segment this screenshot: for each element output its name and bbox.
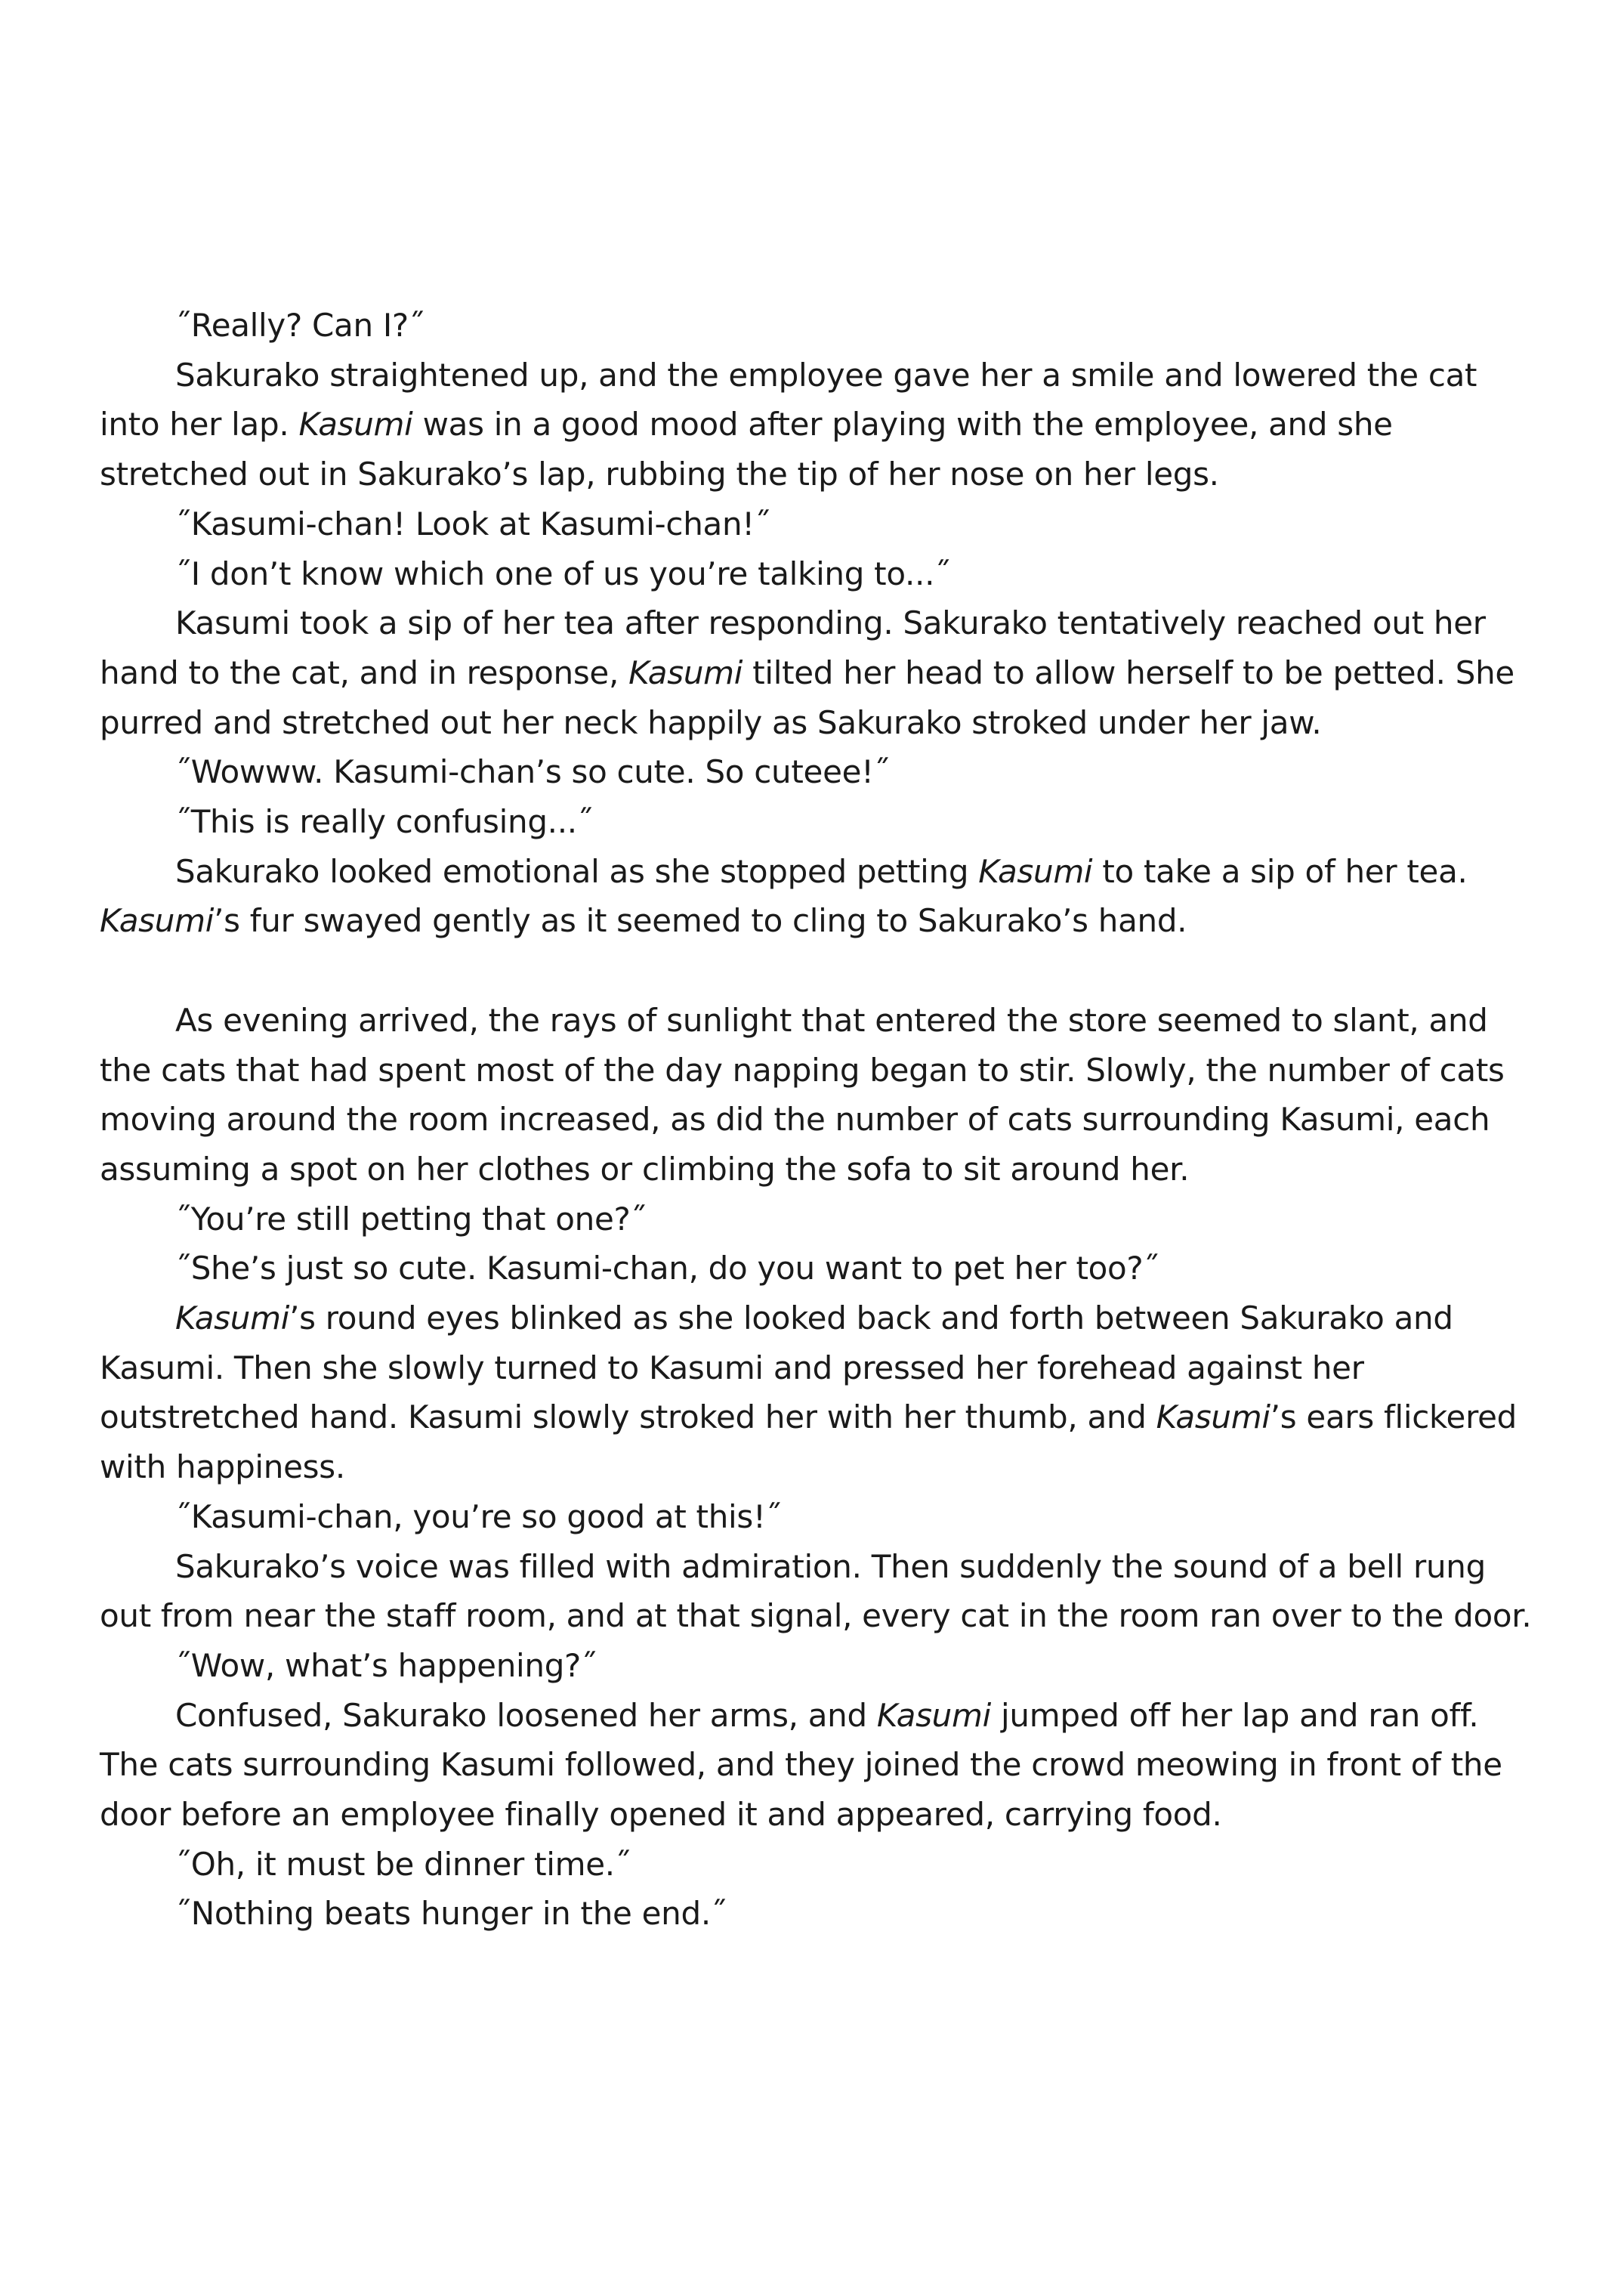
paragraph-text: ˝Kasumi-chan, you’re so good at this!˝ [175,1497,782,1535]
emphasized-name: Kasumi [876,1696,991,1734]
paragraph-text: ’s fur swayed gently as it seemed to cling to Sakurako’s hand. [214,902,1187,940]
paragraph [100,499,1535,549]
paragraph [100,1244,1535,1293]
paragraph [100,598,1535,747]
paragraph [100,1542,1535,1641]
paragraph-text: Sakurako’s voice was filled with admiration. Then suddenly the sound of a bell rung out from near the staff room, and at that signal, every cat in the room ran over to the door. [100,1547,1532,1635]
paragraph-text: ˝Nothing beats hunger in the end.˝ [175,1895,727,1933]
paragraph-text: Confused, Sakurako loosened her arms, and [175,1696,877,1734]
emphasized-name: Kasumi [628,654,743,691]
emphasized-name: Kasumi [175,1299,290,1337]
paragraph-text: was in a good mood after playing with the employee, and she stretched out in Sakurako’s lap, rubbing the tip of her nose on her legs. [100,406,1393,493]
paragraph-text: Sakurako looked emotional as she stopped petting [175,852,979,890]
paragraph-text: ˝Oh, it must be dinner time.˝ [175,1845,631,1883]
paragraph [100,549,1535,599]
paragraph-text: jumped off her lap and ran off. The cats surrounding Kasumi followed, and they joined the crowd meowing in front of the door before an employee finally opened it and appeared, carrying food. [100,1696,1502,1834]
paragraph [100,1293,1535,1492]
paragraph [100,351,1535,499]
paragraph [100,1641,1535,1691]
emphasized-name: Kasumi [1156,1398,1270,1436]
paragraph [100,996,1535,1194]
paragraph-text: ˝You’re still petting that one?˝ [175,1200,647,1238]
paragraph-text: ˝Wowww. Kasumi-chan’s so cute. So cuteee!˝ [175,753,890,791]
paragraph-text: ˝Wow, what’s happening?˝ [175,1646,597,1684]
story-text [100,301,1535,1939]
emphasized-name: Kasumi [298,406,413,443]
paragraph [100,1194,1535,1244]
paragraph-text: ˝She’s just so cute. Kasumi-chan, do you want to pet her too?˝ [175,1250,1159,1287]
paragraph-text: to take a sip of her tea. [1092,852,1468,890]
paragraph [100,797,1535,847]
paragraph-text: ’s ears flickered with happiness. [100,1398,1517,1486]
paragraph [100,1889,1535,1939]
paragraph [100,1691,1535,1840]
paragraph-text: Kasumi took a sip of her tea after responding. Sakurako tentatively reached out her hand to the cat, and in response, [100,604,1486,691]
emphasized-name: Kasumi [978,852,1093,890]
paragraph-text: tilted her head to allow herself to be petted. She purred and stretched out her neck happily as Sakurako stroked under her jaw. [100,654,1514,741]
paragraph-text: ˝I don’t know which one of us you’re talking to...˝ [175,555,950,592]
paragraph-text: ˝Really? Can I?˝ [175,307,425,344]
emphasized-name: Kasumi [100,902,215,940]
paragraph [100,1840,1535,1890]
paragraph [100,301,1535,351]
section-break [100,946,1535,996]
paragraph-text: ’s round eyes blinked as she looked back and forth between Sakurako and Kasumi. Then she slowly turned to Kasumi and pressed her forehead against her outstretched hand. Kasumi slowly stroked her with her thumb, and [100,1299,1453,1436]
paragraph-text: ˝Kasumi-chan! Look at Kasumi-chan!˝ [175,505,770,542]
paragraph-text: Sakurako straightened up, and the employee gave her a smile and lowered the cat into her lap. [100,356,1477,443]
paragraph [100,1492,1535,1542]
paragraph-text: ˝This is really confusing...˝ [175,803,593,841]
paragraph-text: As evening arrived, the rays of sunlight that entered the store seemed to slant, and the cats that had spent most of the day napping began to stir. Slowly, the number of cats moving around the room increased, as did the number of cats surrounding Kasumi, each assuming a spot on her clothes or climbing the sofa to sit around her. [100,1001,1505,1188]
paragraph [100,847,1535,946]
paragraph [100,747,1535,797]
